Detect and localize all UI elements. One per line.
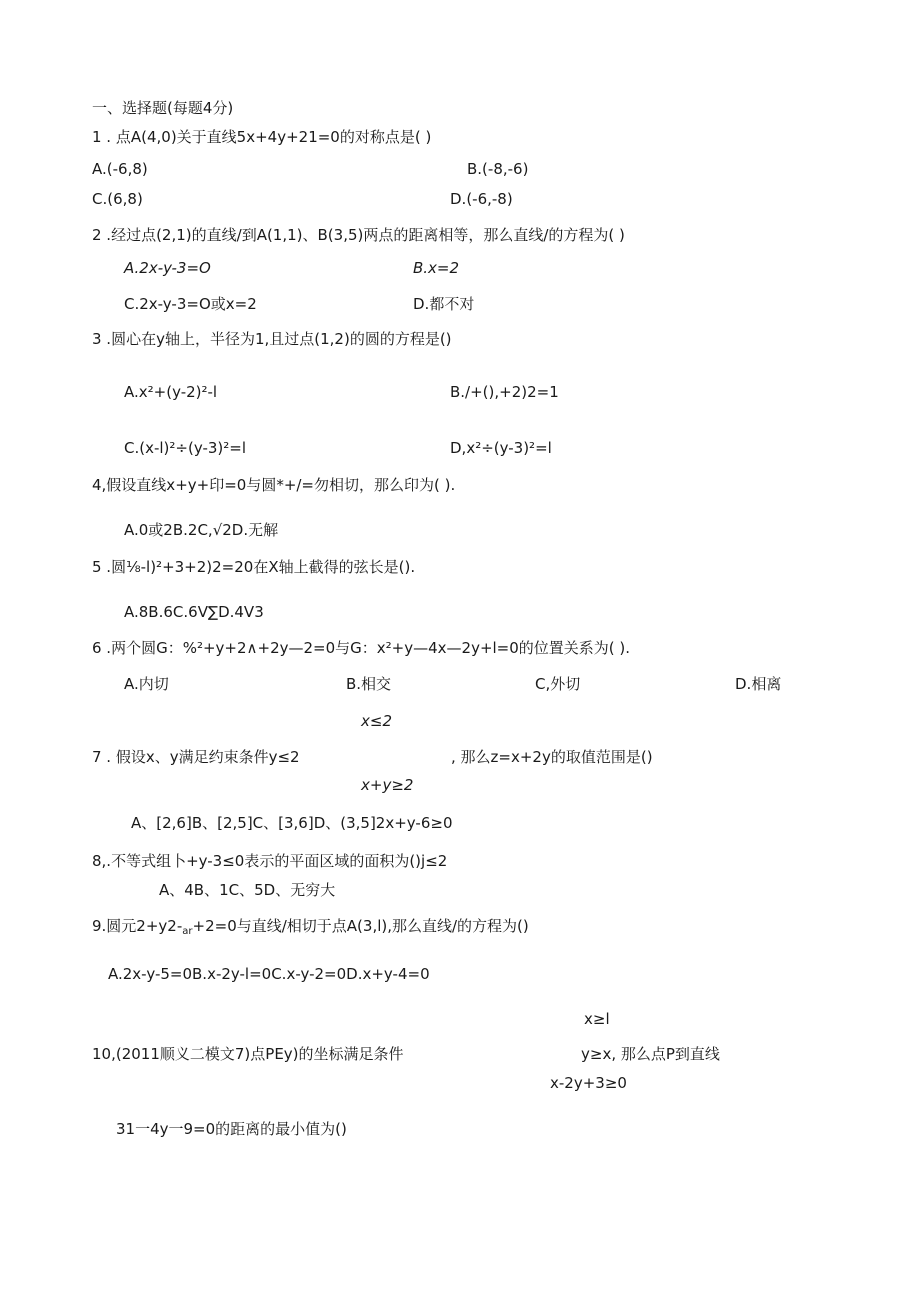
question-4-stem: 4,假设直线x+y+印=0与圆*+/=勿相切，那么印为( ). — [92, 476, 456, 494]
question-6-option-b: B.相交 — [346, 675, 392, 693]
question-7-constraint-top: x≤2 — [361, 712, 392, 730]
question-3-option-c: C.(x-l)²÷(y-3)²=l — [124, 439, 247, 457]
question-10-stem-left: 10,(2011顺义二模文7)点PEy)的坐标满足条件 — [92, 1045, 404, 1063]
question-3-option-d: D,x²÷(y-3)²=l — [450, 439, 552, 457]
question-2-option-c: C.2x-y-3=O或x=2 — [124, 295, 257, 313]
question-5-options: A.8B.6C.6V∑D.4V3 — [124, 603, 264, 621]
question-6-option-a: A.内切 — [124, 675, 169, 693]
section-title: 一、选择题(每题4分) — [92, 99, 234, 117]
question-8-options: A、4B、1C、5D、无穷大 — [159, 881, 336, 899]
question-6-stem: 6 .两个圆G：%²+y+2∧+2y—2=0与G：x²+y—4x—2y+l=0的位置关系为( ). — [92, 639, 631, 657]
question-1-option-a: A.(-6,8) — [92, 160, 148, 178]
question-10-constraint-top: x≥l — [584, 1010, 610, 1028]
question-9-options: A.2x-y-5=0B.x-2y-l=0C.x-y-2=0D.x+y-4=0 — [108, 965, 430, 983]
question-1-option-b: B.(-8,-6) — [467, 160, 529, 178]
question-2-option-d: D.都不对 — [413, 295, 475, 313]
question-2-option-b: B.x=2 — [413, 259, 460, 277]
question-7-constraint-bottom: x+y≥2 — [361, 776, 414, 794]
question-8-stem: 8,.不等式组卜+y-3≤0表示的平面区域的面积为()j≤2 — [92, 852, 448, 870]
question-3-option-b: B./+(),+2)2=1 — [450, 383, 559, 401]
question-6-option-d: D.相离 — [735, 675, 782, 693]
question-6-option-c: C,外切 — [535, 675, 581, 693]
question-10-constraint-mid: y≥x, 那么点P到直线 — [581, 1045, 720, 1063]
question-2-stem: 2 .经过点(2,1)的直线/到A(1,1)、B(3,5)两点的距离相等，那么直线/的方程为( ) — [92, 226, 625, 244]
question-3-option-a: A.x²+(y-2)²-l — [124, 383, 218, 401]
question-9-stem — [92, 917, 529, 941]
question-9-stem-b: +2=0与直线/相切于点A(3,l),那么直线/的方程为() — [192, 917, 529, 935]
question-2-option-a: A.2x-y-3=O — [124, 259, 211, 277]
question-10-constraint-bottom: x-2y+3≥0 — [550, 1074, 627, 1092]
question-9-stem-a: 9.圆元2+y2- — [92, 917, 183, 935]
question-7-stem-left: 7 . 假设x、y满足约束条件y≤2 — [92, 748, 300, 766]
question-7-stem-right: , 那么z=x+2y的取值范围是() — [451, 748, 653, 766]
question-1-option-c: C.(6,8) — [92, 190, 143, 208]
question-5-stem: 5 .圆⅛-l)²+3+2)2=20在X轴上截得的弦长是(). — [92, 558, 416, 576]
question-1-stem: 1 . 点A(4,0)关于直线5x+4y+21=0的对称点是( ) — [92, 128, 432, 146]
question-10-stem-end: 31一4y一9=0的距离的最小值为() — [116, 1120, 347, 1138]
question-4-options: A.0或2B.2C,√2D.无解 — [124, 521, 279, 539]
question-1-option-d: D.(-6,-8) — [450, 190, 513, 208]
question-3-stem: 3 .圆心在y轴上，半径为1,且过点(1,2)的圆的方程是() — [92, 330, 452, 348]
question-9-stem-subscript: ar — [182, 926, 193, 937]
question-7-options: A、[2,6]B、[2,5]C、[3,6]D、(3,5]2x+y-6≥0 — [131, 814, 453, 832]
